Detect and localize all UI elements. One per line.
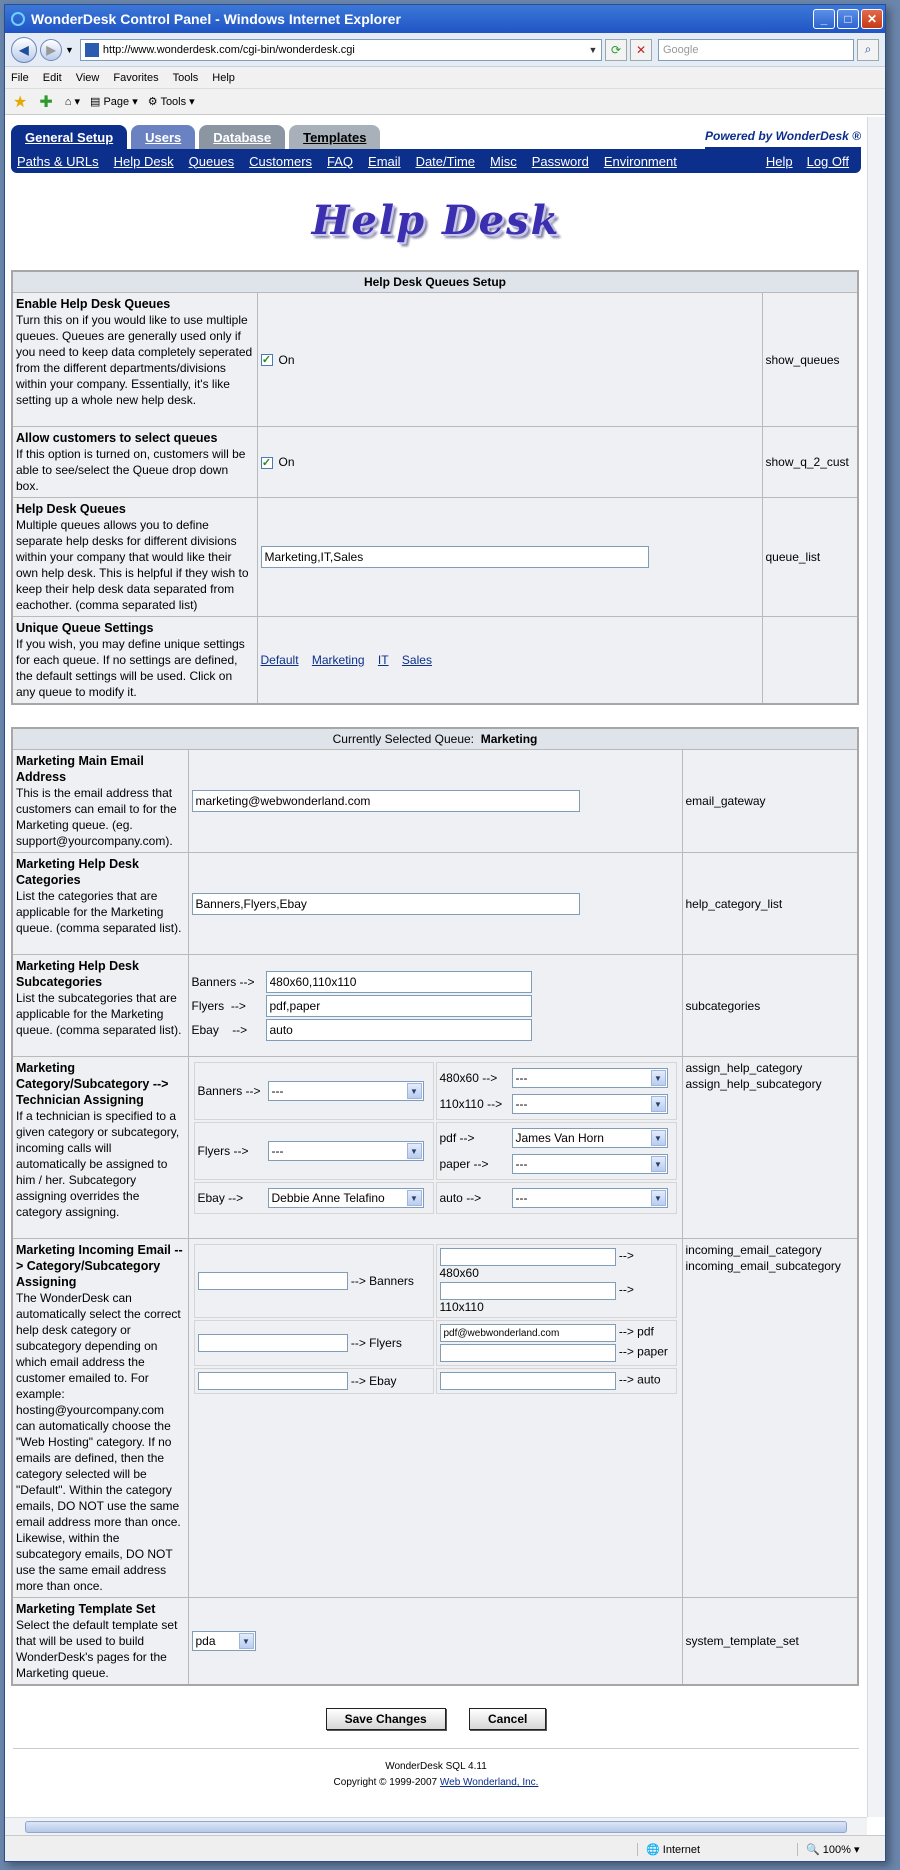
tab-templates[interactable]: Templates [289, 125, 380, 149]
var-name: show_queues [762, 293, 858, 427]
setting-value [257, 427, 762, 498]
zoom-level[interactable]: 🔍 100% ▾ [797, 1843, 886, 1856]
show-q-2-cust-checkbox[interactable]: ✓ [261, 456, 272, 469]
setting-title: Marketing Help Desk Subcategories [16, 959, 139, 989]
nav-help[interactable]: Help [765, 153, 793, 169]
selected-queue-table [11, 727, 859, 1686]
setting-value [188, 1598, 682, 1686]
horizontal-scrollbar[interactable] [5, 1817, 867, 1835]
var-name: show_q_2_cust [762, 427, 858, 498]
subcategory-label: pdf --> [439, 1131, 475, 1145]
menu-help[interactable]: Help [212, 71, 235, 84]
var-name-1: assign_help_category [685, 1061, 803, 1075]
browser-window [4, 4, 886, 1862]
add-favorite-icon[interactable]: ✚ [39, 93, 53, 111]
select-value: Debbie Anne Telafino [271, 1191, 385, 1205]
setting-title: Marketing Help Desk Categories [16, 857, 139, 887]
subcategory-label: 480x60 --> [439, 1071, 498, 1085]
tools-menu[interactable]: ⚙ Tools ▾ [147, 96, 195, 108]
incoming-paper-input[interactable] [440, 1344, 616, 1362]
subcategory-label: --> pdf [618, 1324, 654, 1339]
table-row [12, 293, 858, 427]
assign-subcategory-cell [436, 1182, 677, 1214]
category-label: Banners --> [197, 1084, 261, 1098]
select-value: --- [515, 1191, 528, 1205]
menu-view[interactable]: View [75, 71, 100, 84]
chevron-down-icon: ▼ [407, 1190, 422, 1206]
search-input[interactable] [658, 39, 854, 61]
footer [13, 1748, 859, 1791]
setting-desc: If this option is turned on, customers will be able to see/select the Queue drop down box. [16, 447, 246, 493]
setting-description [12, 955, 188, 1057]
powered-by-text: Powered by WonderDesk [704, 129, 849, 143]
setting-value [188, 750, 682, 853]
var-name-2: incoming_email_subcategory [685, 1259, 841, 1273]
close-icon[interactable]: ✕ [861, 9, 883, 29]
subcategory-label: Banners --> [191, 974, 255, 989]
subcategory-label: --> auto [618, 1372, 661, 1387]
var-name: email_gateway [682, 750, 858, 853]
incoming-table [192, 1242, 679, 1396]
setting-value [188, 955, 682, 1057]
nav-date-time[interactable]: Date/Time [415, 153, 476, 169]
queue-link-marketing[interactable]: Marketing [311, 653, 365, 667]
scroll-thumb[interactable] [25, 1821, 847, 1833]
nav-customers[interactable]: Customers [249, 153, 313, 169]
setting-value [257, 617, 762, 705]
setting-description [12, 853, 188, 955]
sub-navigation [11, 149, 861, 173]
nav-environment[interactable]: Environment [603, 153, 677, 169]
category-label: --> Flyers [350, 1336, 402, 1350]
var-name: subcategories [682, 955, 858, 1057]
setting-desc: The WonderDesk can automatically select the correct help desk category or subcategory depending on which email address the customer emailed to. For example: hosting@yourcompany.com can automatically choose the "Web Hosting" category. If no emails are defined, then the category selected will be "Default". Within the category emails, DO NOT use the same email address more than once. Likewise, within the subcategory emails, DO NOT use the same email address more than once. [16, 1291, 181, 1593]
select-value: --- [515, 1097, 528, 1111]
setting-value [188, 853, 682, 955]
var-name: help_category_list [682, 853, 858, 955]
table-row [12, 1057, 858, 1239]
subcategory-flyers-input[interactable] [266, 995, 532, 1017]
incoming-subcategory-cell [436, 1244, 677, 1318]
cancel-button[interactable]: Cancel [469, 1708, 546, 1730]
setting-description [12, 498, 257, 617]
nav-misc[interactable]: Misc [490, 153, 517, 169]
menu-tools[interactable]: Tools [172, 71, 199, 84]
tab-users[interactable]: Users [131, 125, 195, 149]
maximize-icon[interactable]: □ [837, 9, 859, 29]
incoming-subcategory-cell [436, 1320, 677, 1366]
incoming-110x110-input[interactable] [440, 1282, 616, 1300]
table-row [12, 853, 858, 955]
subcategory-label: 110x110 --> [439, 1097, 503, 1111]
checkbox-label: On [278, 455, 295, 469]
search-icon[interactable]: ⌕ [857, 39, 879, 61]
back-icon[interactable]: ◀ [11, 37, 37, 63]
setting-title: Marketing Incoming Email --> Category/Subcategory Assigning [16, 1243, 183, 1289]
setting-desc: Select the default template set that will be used to build WonderDesk's pages for the Marketing queue. [16, 1618, 178, 1680]
subcategory-banners-input[interactable] [266, 971, 532, 993]
nav-queues[interactable]: Queues [188, 153, 235, 169]
setting-desc: List the categories that are applicable for the Marketing queue. (comma separated list). [16, 889, 182, 935]
table-row [12, 750, 858, 853]
queue-link-default[interactable]: Default [260, 653, 299, 667]
setting-desc: List the subcategories that are applicable for the Marketing queue. (comma separated list). [16, 991, 182, 1037]
zone-label: Internet [662, 1844, 701, 1856]
page-menu[interactable]: ▤ Page ▾ [89, 96, 138, 108]
category-label: --> Banners [350, 1274, 414, 1288]
footer-copyright [13, 1775, 859, 1791]
category-label: Ebay --> [197, 1191, 244, 1205]
setting-description [12, 617, 257, 705]
show-queues-checkbox[interactable]: ✓ [261, 354, 272, 367]
var-name [682, 1239, 858, 1598]
assign-subcategory-cell [436, 1122, 677, 1180]
table-row [12, 1239, 858, 1598]
var-name-1: incoming_email_category [685, 1243, 822, 1257]
template-set-select[interactable] [192, 1631, 256, 1651]
status-bar [5, 1835, 886, 1862]
var-name-2: assign_help_subcategory [685, 1077, 822, 1091]
table-row [12, 427, 858, 498]
title-bar [5, 5, 885, 33]
nav-right [758, 154, 855, 169]
checkbox-label: On [278, 352, 295, 367]
table-row [12, 955, 858, 1057]
category-label: Flyers --> [197, 1144, 249, 1158]
page-menu-label: Page [103, 96, 130, 108]
assign-banners-select[interactable] [268, 1081, 424, 1101]
table-row [12, 1598, 858, 1686]
url-text: http://www.wonderdesk.com/cgi-bin/wonderdesk.cgi [102, 43, 355, 56]
assign-category-cell [194, 1122, 434, 1180]
assign-category-cell [194, 1062, 434, 1120]
setting-value [188, 1057, 682, 1239]
setting-description [12, 1239, 188, 1598]
chevron-down-icon: ▼ [651, 1190, 666, 1206]
subcategory-label: auto --> [439, 1191, 482, 1205]
setting-title: Marketing Main Email Address [16, 754, 144, 784]
incoming-category-cell [194, 1368, 434, 1394]
selected-queue-heading [12, 728, 858, 750]
var-name: queue_list [762, 498, 858, 617]
subcategory-ebay-input[interactable] [266, 1019, 532, 1041]
footer-version: WonderDesk SQL 4.11 [385, 1761, 487, 1772]
chevron-down-icon: ▼ [651, 1096, 666, 1112]
home-icon[interactable]: ⌂ ▾ [64, 96, 80, 108]
chevron-down-icon[interactable]: ▼ [588, 44, 598, 55]
incoming-auto-input[interactable] [440, 1372, 616, 1390]
select-value: --- [515, 1157, 528, 1171]
setting-description [12, 1057, 188, 1239]
table-row [12, 498, 858, 617]
heading-value: Marketing [480, 732, 538, 746]
menu-file[interactable]: File [11, 71, 29, 84]
chevron-down-icon: ▼ [651, 1070, 666, 1086]
subcategory-label: Flyers --> [191, 998, 246, 1013]
history-dropdown-icon[interactable]: ▼ [65, 44, 74, 55]
nav-email[interactable]: Email [368, 153, 401, 169]
setting-desc: Turn this on if you would like to use multiple queues. Queues are generally used only if you need to keep data completely seperated from the different departments/divisions within your company. Essentially, it's like setting up a whole new help desk. [16, 313, 253, 407]
heading-label: Currently Selected Queue: [332, 732, 475, 746]
ie-icon [11, 12, 25, 26]
incoming-banners-input[interactable] [198, 1272, 348, 1290]
copyright-text: Copyright © 1999-2007 [333, 1777, 438, 1788]
var-name [762, 617, 858, 705]
powered-by: Powered by WonderDesk ® [705, 129, 861, 149]
nav-log-off[interactable]: Log Off [806, 153, 849, 169]
assign-pdf-select[interactable] [512, 1128, 668, 1148]
select-value: --- [271, 1144, 284, 1158]
subcategory-label: Ebay --> [191, 1022, 248, 1037]
menu-favorites[interactable]: Favorites [113, 71, 159, 84]
incoming-ebay-input[interactable] [198, 1372, 348, 1390]
setting-desc: If you wish, you may define unique settings for each queue. If no settings are defined, the default settings will be used. Click on any queue to modify it. [16, 637, 245, 699]
save-changes-button[interactable]: Save Changes [326, 1708, 446, 1730]
queues-setup-table [11, 270, 859, 705]
tab-general-setup[interactable]: General Setup [11, 125, 127, 149]
command-bar [5, 89, 885, 115]
nav-password[interactable]: Password [531, 153, 589, 169]
setting-title: Help Desk Queues [16, 502, 126, 516]
email-gateway-input[interactable] [192, 790, 580, 812]
page-content [5, 117, 867, 1817]
setting-desc: Multiple queues allows you to define separate help desks for different divisions within your company that would like their own help desk. This is helpful if they wish to keep their help desk data separated from eachother. (comma separated list) [16, 518, 249, 612]
table-row [12, 617, 858, 705]
address-bar[interactable] [80, 39, 602, 61]
queues-setup-heading: Help Desk Queues Setup [12, 271, 858, 293]
tab-database[interactable]: Database [199, 125, 285, 149]
incoming-subcategory-cell [436, 1368, 677, 1394]
setting-title: Unique Queue Settings [16, 621, 154, 635]
assign-table [192, 1060, 679, 1216]
assign-480x60-select[interactable] [512, 1068, 668, 1088]
favorites-star-icon[interactable]: ★ [13, 93, 28, 111]
category-label: --> Ebay [350, 1374, 397, 1388]
tools-menu-label: Tools [160, 96, 187, 108]
menu-edit[interactable]: Edit [42, 71, 62, 84]
queue-list-input[interactable] [261, 546, 649, 568]
help-desk-logo: Help Desk [311, 197, 561, 244]
assign-subcategory-cell [436, 1062, 677, 1120]
incoming-category-cell [194, 1244, 434, 1318]
select-value: --- [271, 1084, 284, 1098]
main-tabs [11, 125, 861, 149]
setting-title: Marketing Template Set [16, 1602, 156, 1616]
subcategory-label: paper --> [439, 1157, 489, 1171]
setting-title: Marketing Category/Subcategory --> Technician Assigning [16, 1061, 169, 1107]
setting-desc: This is the email address that customers can email to for the Marketing queue. (eg. support@yourcompany.com). [16, 786, 177, 848]
setting-description [12, 427, 257, 498]
setting-description [12, 750, 188, 853]
nav-paths-urls[interactable]: Paths & URLs [17, 153, 99, 169]
var-name [682, 1057, 858, 1239]
menu-bar [5, 67, 885, 89]
subcategory-label: --> paper [618, 1344, 668, 1359]
chevron-down-icon: ▼ [407, 1143, 422, 1159]
chevron-down-icon: ▼ [239, 1633, 254, 1649]
setting-value [257, 498, 762, 617]
nav-faq[interactable]: FAQ [327, 153, 354, 169]
incoming-pdf-input[interactable] [440, 1324, 616, 1342]
incoming-flyers-input[interactable] [198, 1334, 348, 1352]
select-value: James Van Horn [515, 1131, 604, 1145]
assign-flyers-select[interactable] [268, 1141, 424, 1161]
category-list-input[interactable] [192, 893, 580, 915]
subcategory-label: --> 110x110 [439, 1282, 634, 1314]
queue-link-it[interactable]: IT [377, 653, 389, 667]
minimize-icon[interactable]: _ [813, 9, 835, 29]
setting-description [12, 1598, 188, 1686]
chevron-down-icon: ▼ [651, 1130, 666, 1146]
setting-value [188, 1239, 682, 1598]
vertical-scrollbar[interactable] [867, 117, 885, 1817]
forward-icon[interactable]: ▶ [40, 39, 62, 61]
assign-110x110-select[interactable] [512, 1094, 668, 1114]
subcategory-label: --> 480x60 [439, 1248, 634, 1280]
window-title: WonderDesk Control Panel - Windows Internet Explorer [31, 11, 401, 27]
var-name: system_template_set [682, 1598, 858, 1686]
favicon-icon [85, 43, 99, 57]
chevron-down-icon: ▼ [651, 1156, 666, 1172]
setting-title: Enable Help Desk Queues [16, 297, 171, 311]
company-link[interactable]: Web Wonderland, Inc. [439, 1777, 539, 1788]
stop-icon[interactable]: ✕ [630, 39, 652, 61]
setting-title: Allow customers to select queues [16, 431, 218, 445]
nav-help-desk[interactable]: Help Desk [113, 153, 174, 169]
setting-description [12, 293, 257, 427]
assign-paper-select[interactable] [512, 1154, 668, 1174]
select-value: --- [515, 1071, 528, 1085]
address-row [5, 33, 885, 67]
incoming-category-cell [194, 1320, 434, 1366]
refresh-icon[interactable]: ⟳ [605, 39, 627, 61]
search-placeholder: Google [663, 43, 699, 56]
incoming-480x60-input[interactable] [440, 1248, 616, 1266]
security-zone: 🌐 Internet [637, 1843, 797, 1856]
select-value: pda [195, 1634, 216, 1648]
zoom-label: 100% [822, 1844, 851, 1856]
assign-auto-select[interactable] [512, 1188, 668, 1208]
form-buttons [11, 1708, 861, 1730]
setting-value [257, 293, 762, 427]
assign-ebay-select[interactable] [268, 1188, 424, 1208]
queue-link-sales[interactable]: Sales [401, 653, 432, 667]
assign-category-cell [194, 1182, 434, 1214]
chevron-down-icon: ▼ [407, 1083, 422, 1099]
setting-desc: If a technician is specified to a given category or subcategory, incoming calls will automatically be assigned to him / her. Subcategory assigning overrides the category assigning. [16, 1109, 180, 1219]
